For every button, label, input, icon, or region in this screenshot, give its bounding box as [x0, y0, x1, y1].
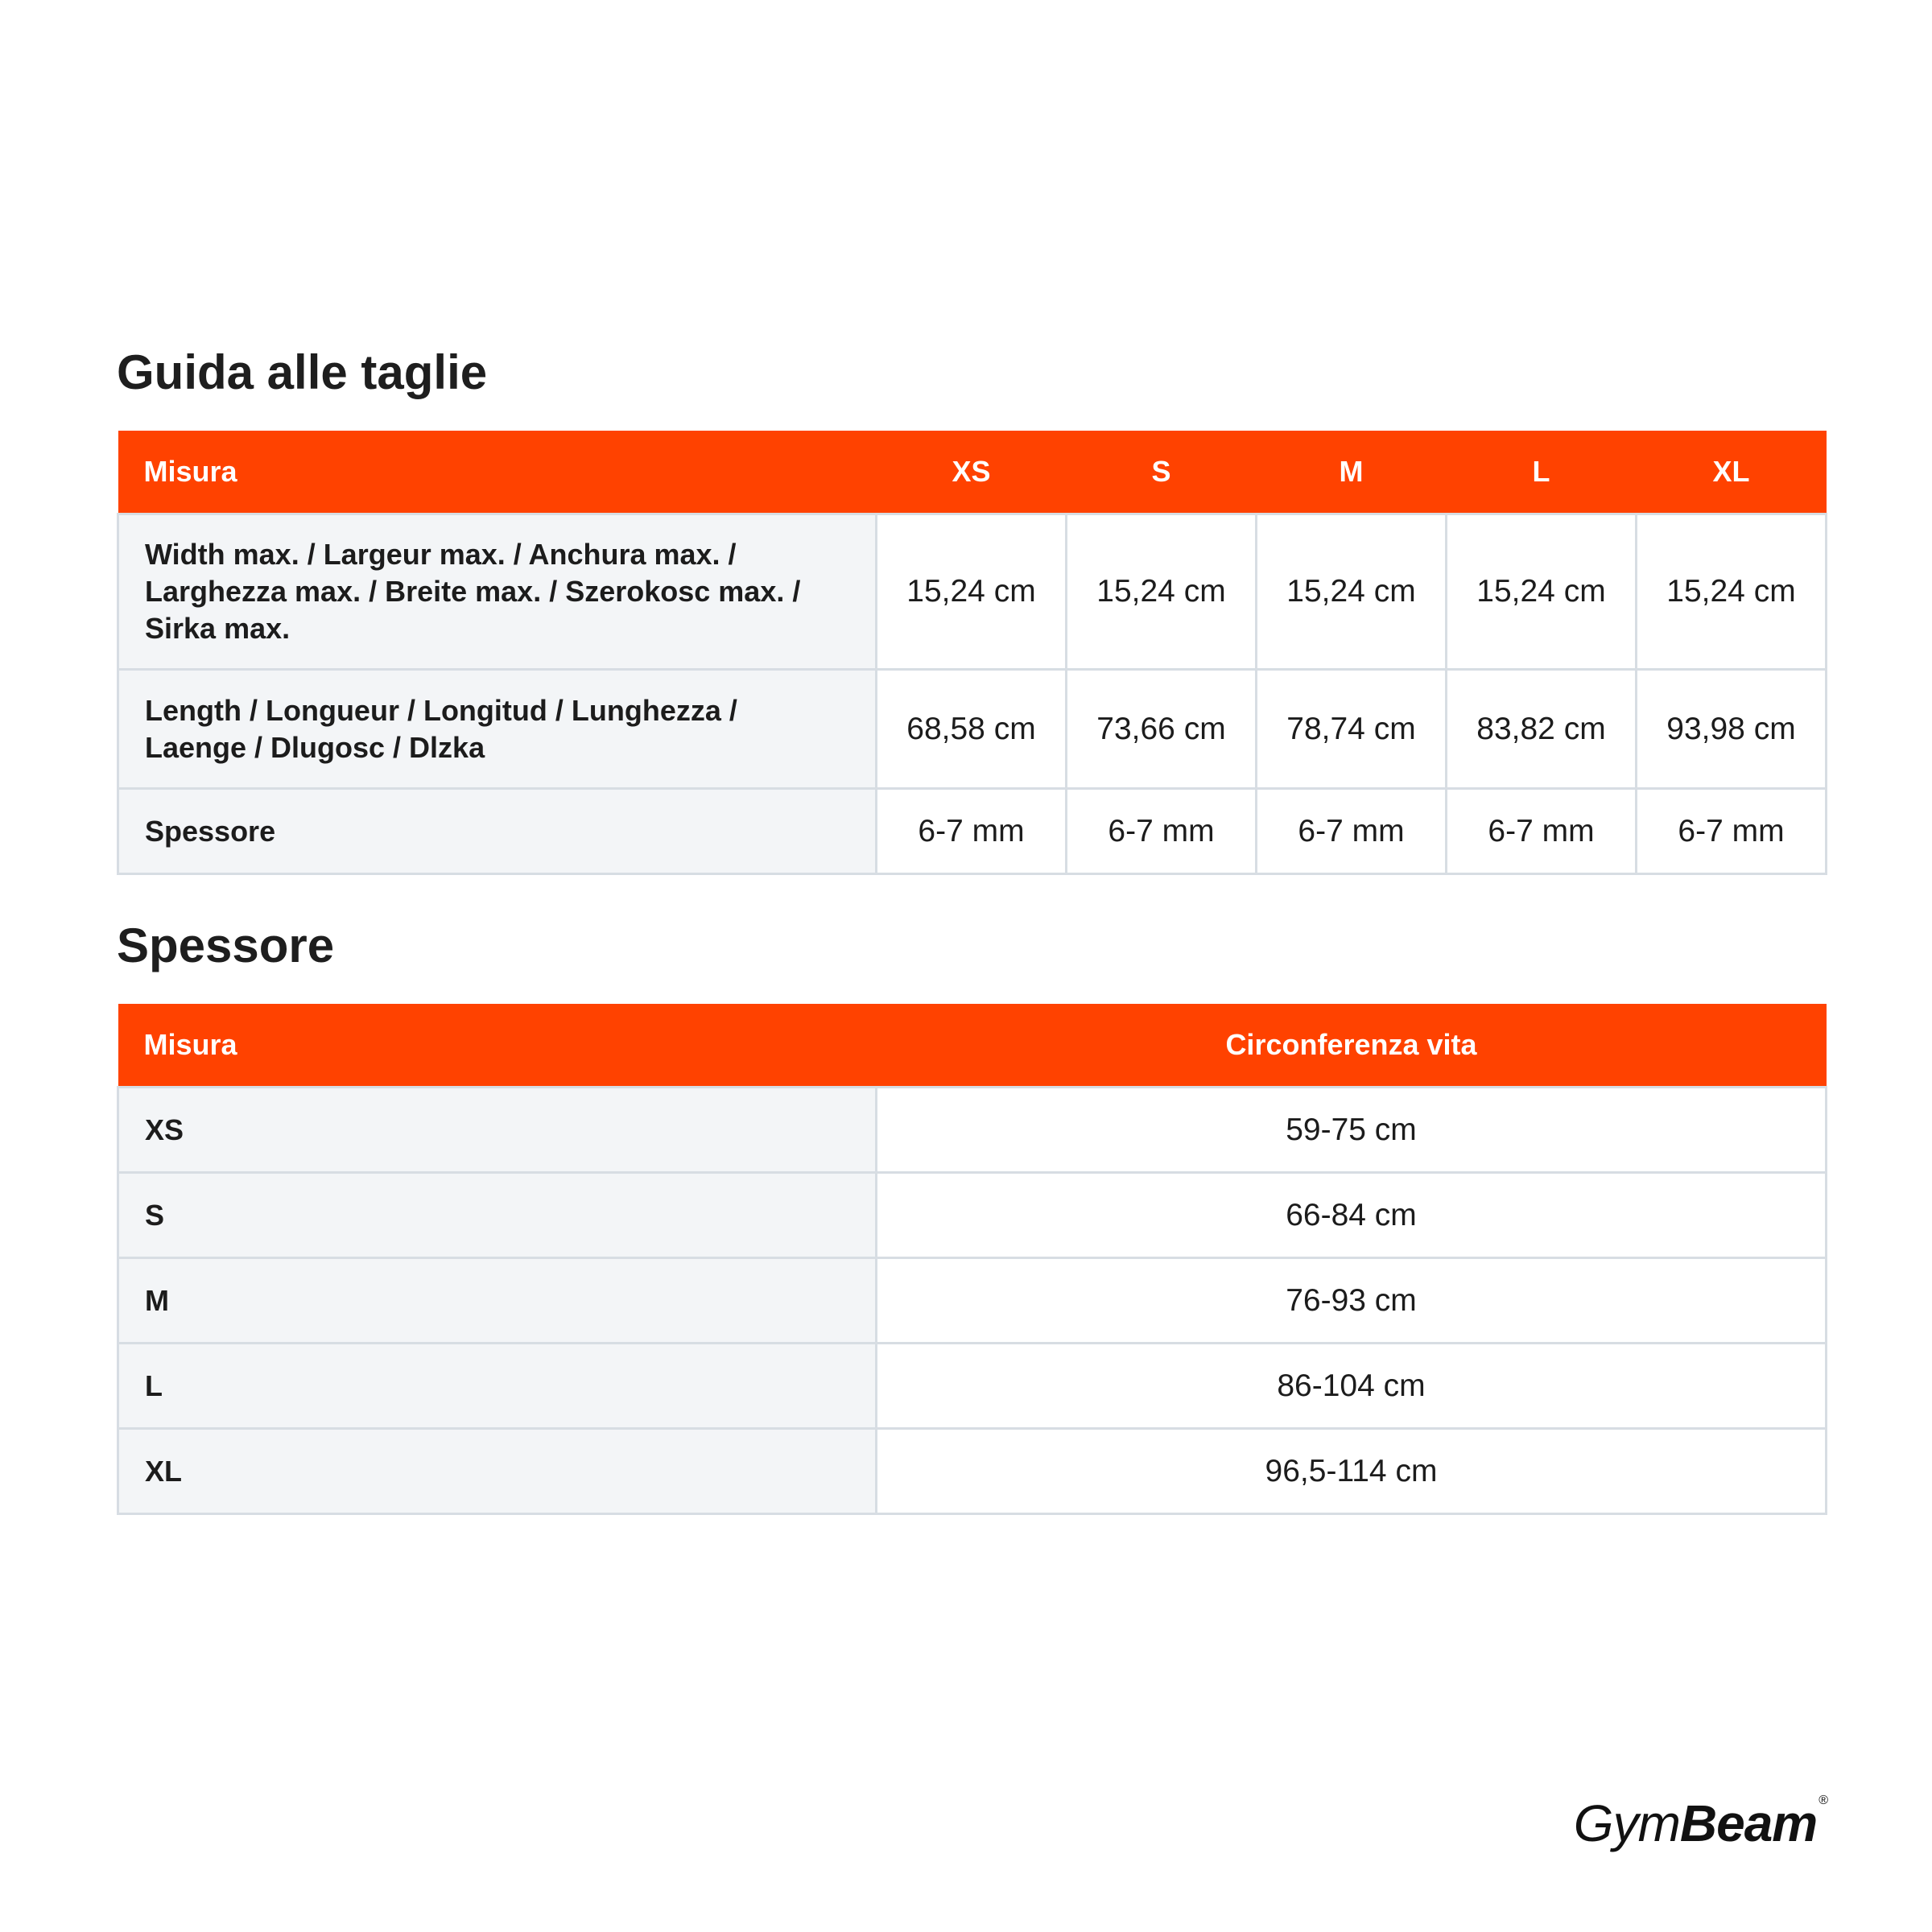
row-label-line: Width max. / Largeur max. / Anchura max. / [145, 538, 737, 571]
table-cell: 15,24 cm [1257, 514, 1447, 670]
header-misura: Misura [118, 1004, 877, 1088]
table-row [118, 1429, 1827, 1514]
table-row [118, 1344, 1827, 1429]
row-size-label: S [118, 1173, 877, 1258]
registered-mark: ® [1818, 1794, 1827, 1807]
table-cell: 83,82 cm [1447, 670, 1637, 789]
brand-logo-part: Beam [1679, 1794, 1818, 1852]
row-label-line: Spessore [145, 814, 276, 848]
table-cell: 6-7 mm [1447, 789, 1637, 874]
table-cell: 68,58 cm [877, 670, 1067, 789]
row-size-label: M [118, 1258, 877, 1344]
header-misura: Misura [118, 431, 877, 514]
brand-logo [1574, 1794, 1827, 1853]
table-cell: 6-7 mm [1257, 789, 1447, 874]
table-row [118, 1258, 1827, 1344]
table-cell: 6-7 mm [1637, 789, 1827, 874]
row-label-line: Larghezza max. / Breite max. / Szerokosc max. / [145, 575, 801, 608]
header-waist: Circonferenza vita [877, 1004, 1827, 1088]
header-size-l: L [1447, 431, 1637, 514]
header-size-xs: XS [877, 431, 1067, 514]
row-label-width [118, 514, 877, 670]
table-row [118, 1088, 1827, 1173]
table-cell: 59-75 cm [877, 1088, 1827, 1173]
header-size-m: M [1257, 431, 1447, 514]
table-cell: 15,24 cm [1067, 514, 1257, 670]
table-cell: 78,74 cm [1257, 670, 1447, 789]
table-cell: 93,98 cm [1637, 670, 1827, 789]
table-row-width [118, 514, 1827, 670]
waist-guide-title: Spessore [117, 919, 335, 972]
waist-guide-table [117, 1004, 1827, 1515]
table-row-length [118, 670, 1827, 789]
table-cell: 76-93 cm [877, 1258, 1827, 1344]
row-label-line: Sirka max. [145, 612, 291, 645]
table-cell: 86-104 cm [877, 1344, 1827, 1429]
header-size-xl: XL [1637, 431, 1827, 514]
table-cell: 66-84 cm [877, 1173, 1827, 1258]
size-guide-table [117, 431, 1827, 875]
row-label-line: Length / Longueur / Longitud / Lunghezza / [145, 693, 737, 727]
row-label-length [118, 670, 877, 789]
size-guide-title: Guida alle taglie [117, 345, 488, 399]
table-row-thickness [118, 789, 1827, 874]
table-cell: 6-7 mm [877, 789, 1067, 874]
table-cell: 73,66 cm [1067, 670, 1257, 789]
row-label-thickness [118, 789, 877, 874]
table-header-row [118, 431, 1827, 514]
table-header-row [118, 1004, 1827, 1088]
table-row [118, 1173, 1827, 1258]
row-label-line: Laenge / Dlugosc / Dlzka [145, 730, 485, 764]
table-cell: 96,5-114 cm [877, 1429, 1827, 1514]
brand-logo-part: Gym [1573, 1794, 1680, 1852]
row-size-label: XS [118, 1088, 877, 1173]
table-cell: 15,24 cm [877, 514, 1067, 670]
row-size-label: L [118, 1344, 877, 1429]
table-cell: 15,24 cm [1637, 514, 1827, 670]
table-cell: 6-7 mm [1067, 789, 1257, 874]
row-size-label: XL [118, 1429, 877, 1514]
table-cell: 15,24 cm [1447, 514, 1637, 670]
header-size-s: S [1067, 431, 1257, 514]
